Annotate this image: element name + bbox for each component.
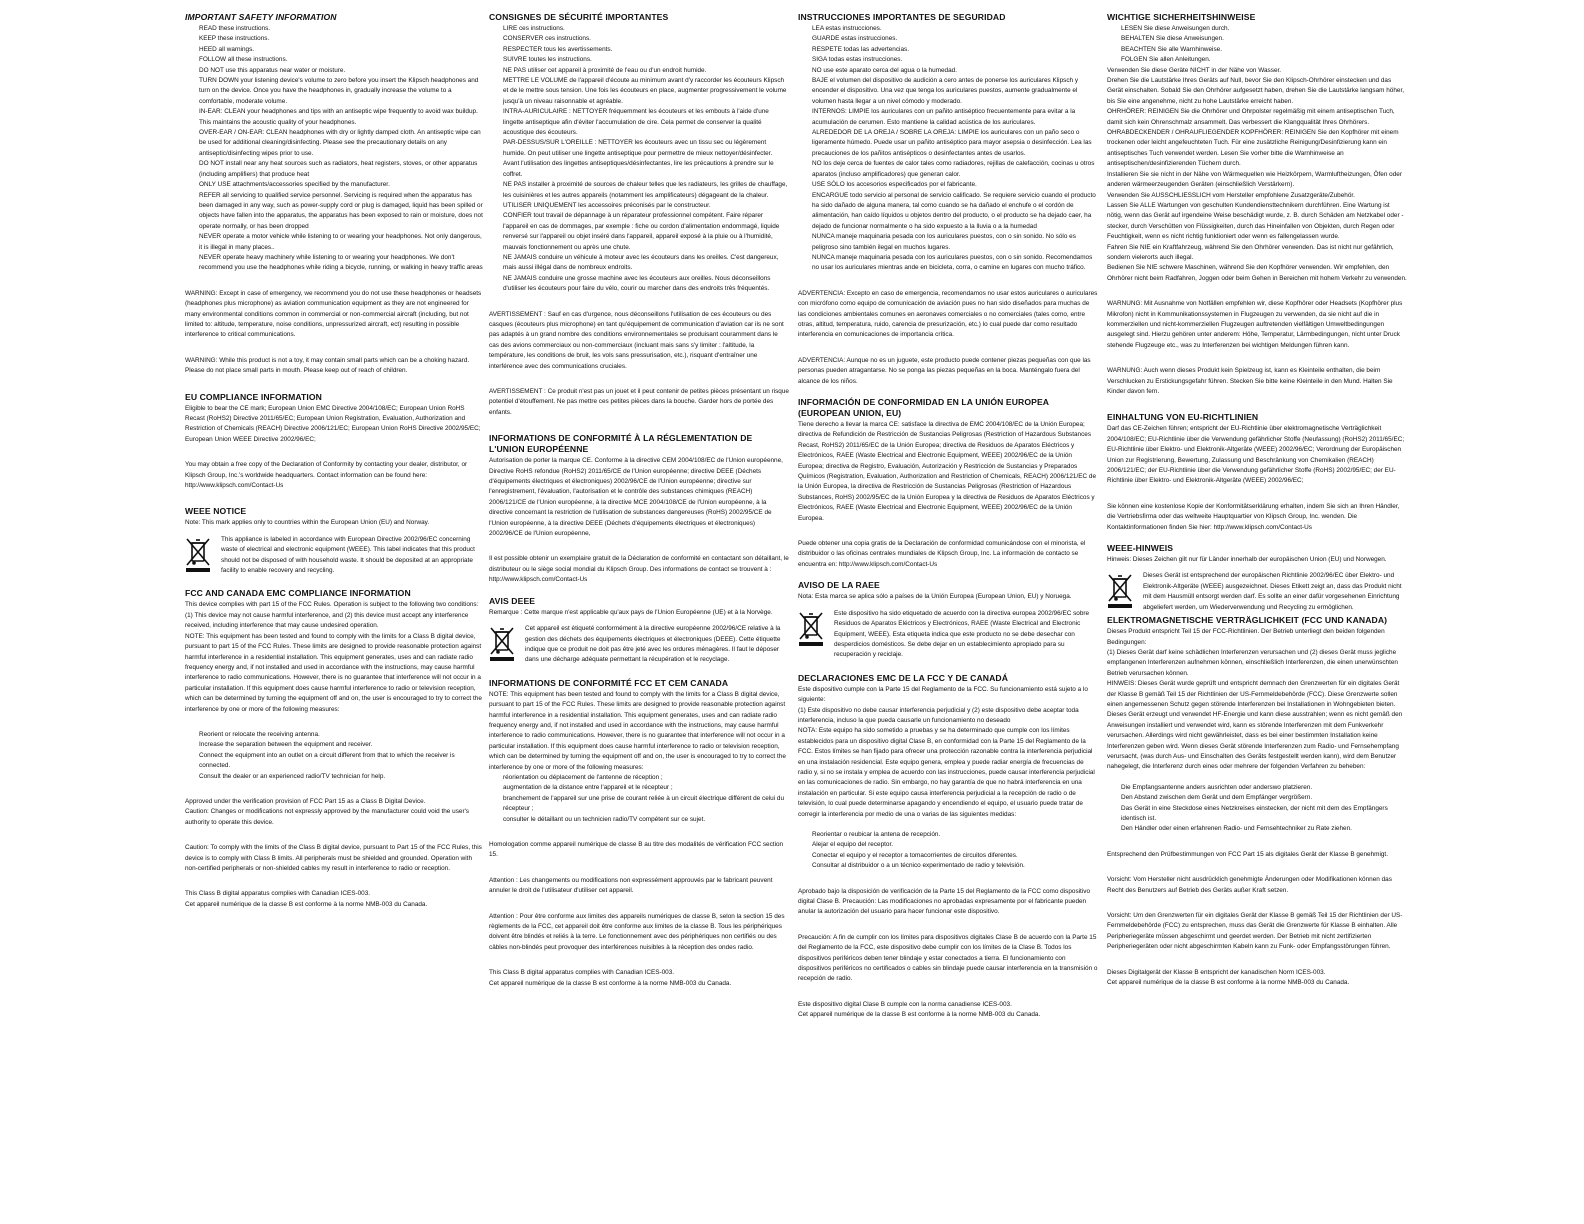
- safety-item: LIRE ces instructions.: [503, 25, 565, 32]
- fcc-conditions: (1) This device may not cause harmful interference, and (2) this device must accept any interference received, including interference that may cause undesired operation.: [185, 611, 469, 630]
- fcc-conditions: (1) Este dispositivo no debe causar interferencia perjudicial y (2) este dispositivo debe aceptar toda interferencia, incluso la que pueda causarle un funcionamiento no deseado: [798, 706, 1079, 724]
- safety-item: OHRHÖRER: REINIGEN Sie die Ohrhörer und Ohrpolster regelmäßig mit einem antiseptischen Tuch, damit sich kein Ohrenschmalz ansammelt. Das verbessert die Klangqualität Ihres Ohrhörers.: [1107, 108, 1395, 126]
- safety-item: BEHALTEN Sie diese Anweisungen.: [1121, 35, 1224, 43]
- crossed-bin-icon: [185, 537, 211, 573]
- fcc-caution-modifications: Attention : Les changements ou modifications non expressément approuvés par le fabricant peuvent annuler le droit de l'utilisateur d'utiliser cet appareil.: [489, 876, 773, 895]
- weee-text: Este dispositivo ha sido etiquetado de acuerdo con la directiva europea 2002/96/EC sobre Residuos de Aparatos Eléctricos y Electrónicos, RAEE (Waste Electrical and Electronic Equipment, WEEE). Esta etiqueta indica que este producto no se debe desechar con desperdicios domésticos. Se debe dejar en un establecimiento apropiado para su recuperación y reciclaje.: [834, 609, 1090, 659]
- safety-item: METTRE LE VOLUME de l'appareil d'écoute au minimum avant d'y raccorder les écouteurs Klipsch et de le mettre sous tension. Une fois les écouteurs en place, augmenter progressivement le volume jusqu'à un niveau raisonnable et agréable.: [503, 77, 787, 105]
- weee-block: [489, 624, 789, 666]
- safety-item: NUNCA maneje maquinaria pesada con los auriculares puestos, con o sin sonido. Recomendamos no usar los auriculares mientras ande en bicicleta, corra, o camine en lugares con mucho tráfico.: [812, 253, 1093, 272]
- choking-warning: WARNING: While this product is not a toy, it may contain small parts which can be a choking hazard. Please do not place small parts in mouth. Please keep out of reach of children.: [185, 356, 470, 375]
- safety-item: RESPECTER tous les avertissements.: [503, 45, 613, 53]
- heading-weee: AVIS DEEE: [489, 595, 536, 606]
- weee-block: [185, 535, 485, 577]
- choking-warning: ADVERTENCIA: Aunque no es un juguete, este producto puede contener piezas pequeñas con que las personas pueden atragantarse. No se ponga las piezas pequeñas en la boca. Manténgalo fuera del alcance de los niños.: [798, 356, 1091, 385]
- heading-fcc: INFORMATIONS DE CONFORMITÉ FCC ET CEM CANADA: [489, 677, 729, 688]
- crossed-bin-icon: [1107, 573, 1133, 609]
- fcc-measure: Reorientar o reubicar la antena de recepción.: [812, 831, 941, 838]
- safety-item: NEVER operate a motor vehicle while listening to or wearing your headphones. Not only dangerous, it is illegal in many places..: [199, 233, 482, 251]
- safety-item: UTILISER UNIQUEMENT les accessoires préconisés par le constructeur.: [503, 201, 711, 209]
- heading-eu-compliance: EU COMPLIANCE INFORMATION: [185, 391, 322, 402]
- fcc-caution-modifications: Vorsicht: Vom Hersteller nicht ausdrücklich genehmigte Änderungen oder Modifikationen können das Recht des Benutzers auf Betrieb des Geräts außer Kraft setzen.: [1107, 876, 1392, 894]
- weee-note: Remarque : Cette marque n'est applicable qu'aux pays de l'Union Européenne (UE) et à la Norvège.: [489, 608, 773, 616]
- heading-eu-compliance: EINHALTUNG VON EU-RICHTLINIEN: [1107, 412, 1259, 423]
- safety-item: Installieren Sie sie nicht in der Nähe von Wärmequellen wie Heizkörpern, Warmluftheizungen, Öfen oder anderen wärmeerzeugenden Geräten (einschließlich Verstärkern).: [1107, 170, 1402, 189]
- aviation-warning: AVERTISSEMENT : Sauf en cas d'urgence, nous déconseillons l'utilisation de ces écouteurs ou des casques (écouteurs plus microphone) en tant qu'équipement de communication d'aviation car ils ne sont pas adaptés à un grand nombre des conditions environnementales se produisant couramment dans le cas des avions commerciaux ou non-commerciaux (incluant mais sans s'y limiter : l'altitude, la température, les conditions de bruit, les vols sans pressurisation, etc.), risquant d'entraîner une interférence avec des communications cruciales.: [489, 310, 784, 370]
- safety-item: NUNCA maneje maquinaria pesada con los auriculares puestos, con o sin sonido. No sólo es peligroso sino también ilegal en muchos lugares.: [812, 233, 1076, 251]
- fcc-caution-limits: Precaución: A fin de cumplir con los límites para dispositivos digitales Clase B de acuerdo con la Parte 15 del Reglamento de la FCC, este dispositivo debe cumplir con los límites de la Clase B. Todos los dispositivos periféricos deben tener blindaje y estar conectados a tierra. El funcionamiento con dispositivos periféricos no certificados o cables sin blindaje puede causar interferencia en la transmisión o recepción de radio.: [798, 933, 1098, 983]
- heading-weee: AVISO DE LA RAEE: [798, 580, 880, 591]
- safety-item: KEEP these instructions.: [199, 35, 270, 43]
- heading-safety: CONSIGNES DE SÉCURITÉ IMPORTANTES: [489, 12, 669, 22]
- declaration-of-conformity: Sie können eine kostenlose Kopie der Konformitätserklärung erhalten, indem Sie sich an Ihren Händler, die Vertriebsfirma oder das weltweite Hauptquartier von Klipsch Group, Inc. wenden. Die Kontaktinformationen finden Sie hier: http://www.klipsch.com/Contact-Us: [1107, 502, 1400, 531]
- safety-item: INTERNOS: LIMPIE los auriculares con un pañito antiséptico frecuentemente para evitar a la acumulación de cerumen. Esto mantiene la calidad acústica de los auriculares.: [812, 108, 1076, 126]
- safety-item: SIGA todas estas instrucciones.: [812, 56, 903, 64]
- safety-item: CONSERVER ces instructions.: [503, 35, 591, 43]
- fcc-measure: Connect the equipment into an outlet on a circuit different from that to which the receiver is connected.: [199, 751, 455, 770]
- safety-item: READ these instructions.: [199, 25, 271, 32]
- fcc-measure: réorientation ou déplacement de l'antenne de réception ;: [503, 773, 663, 781]
- heading-safety: IMPORTANT SAFETY INFORMATION: [185, 12, 337, 22]
- fcc-conditions: (1) Dieses Gerät darf keine schädlichen Interferenzen verursachen und (2) dieses Gerät muss jegliche empfangenen Interferenzen aufnehmen können, einschließlich Interferenzen, die einen unerwünschten Betrieb verursachen können.: [1107, 648, 1398, 677]
- fcc-note: NOTE: This equipment has been tested and found to comply with the limits for a Class B digital device, pursuant to part 15 of the FCC Rules. These limits are designed to provide reasonable protection against harmful interference in a residential installation. This equipment generates, uses and can radiate radio frequency energy and, if not installed and used in accordance with the instructions, may cause harmful interference to radio communications. However, there is no guarantee that interference will not occur in a particular installation. If this equipment does cause harmful interference to radio or television reception, which can be determined by turning the equipment off and on, the user is encouraged to try to correct the interference by one or more of the following measures:: [489, 690, 786, 771]
- ices-statement: This Class B digital apparatus complies with Canadian ICES-003.: [185, 890, 371, 898]
- heading-fcc: ELEKTROMAGNETISCHE VERTRÄGLICHKEIT (FCC UND KANADA): [1107, 615, 1388, 626]
- safety-item: Lassen Sie ALLE Wartungen von geschulten Kundendiensttechnikern durchführen. Eine Wartung ist nötig, wenn das Gerät auf irgendeine Weise beschädigt wurde, z. B. durch Schäden am Netzkabel oder -stecker, durch Verschütten von Flüssigkeiten, durch das Hineinfallen von Objekten, durch Regen oder Feuchtigkeit, wenn es nicht richtig funktioniert oder wenn es fallengelassen wurde.: [1107, 201, 1404, 241]
- safety-list: [185, 24, 485, 274]
- fcc-measure: Consultar al distribuidor o a un técnico experimentado de radio y televisión.: [812, 862, 1025, 870]
- fcc-measure: Increase the separation between the equipment and receiver.: [199, 741, 373, 749]
- safety-item: DO NOT use this apparatus near water or moisture.: [199, 66, 346, 74]
- fcc-caution-limits: Vorsicht: Um den Grenzwerten für ein digitales Gerät der Klasse B gemäß Teil 15 der Richtlinien der US-Fernmeldebehörde (FCC) zu entsprechen, muss das Gerät die Grenzwerte für Klasse B einhalten. Alle Peripheriegeräte müssen abgeschirmt und geerdet werden. Der Betrieb mit nicht zertifizierten Peripheriegeräten oder nicht abgeschirmten Kabeln kann zu Funk- oder Empfangsstörungen führen.: [1107, 912, 1403, 951]
- fcc-measure: consulter le détaillant ou un technicien radio/TV compétent sur ce sujet.: [503, 815, 706, 823]
- aviation-warning: ADVERTENCIA: Excepto en caso de emergencia, recomendamos no usar estos auriculares o auriculares con micrófono como equipo de comunicación de aviación pues no han sido diseñados para muchas de las condiciones ambientales comunes en aeronaves comerciales o no comerciales (tales como, entre otras, altitud, temperatura, ruido, carencia de presurización, etc.) lo cual puede dar como resultado interferencia en comunicaciones de importancia crítica.: [798, 289, 1098, 339]
- safety-item: NO los deje cerca de fuentes de calor tales como radiadores, rejillas de calefacción, cocinas u otros aparatos (incluso amplificadores) que generan calor.: [812, 160, 1095, 178]
- eu-directives: Autorisation de porter la marque CE. Conforme à la directive CEM 2004/108/EC de l'Union européenne, Directive RoHS refondue (RoHS2) 2011/65/CE de l'Union européenne; directive DEEE (Déchets d'équipements électriques et électroniques) 2002/96/CE de l'Union européenne; directive sur l'enregistrement, l'évaluation, l'autorisation et le contrôle des substances chimiques (REACH) 2006/121/CE de l'Union européenne, à la directive MCE 2004/108/CE de l'Union européenne, à la directive concernant la restriction de l'utilisation de substances dangereuses (RoHS) 2002/95/CE de l'Union européenne, à la directive DEEE (Déchets d'équipements électriques et électroniques) 2002/96/CE de l'Union européenne,: [489, 457, 783, 538]
- safety-item: OVER-EAR / ON-EAR: CLEAN headphones with dry or lightly damped cloth. An antiseptic wipe can be used for additional cleaning/disinfecting. Please see the precautionary details on any antiseptic/disinfecting wipes prior to use.: [199, 129, 481, 157]
- ices-statement: Dieses Digitalgerät der Klasse B entspricht der kanadischen Norm ICES-003.: [1107, 968, 1326, 976]
- choking-warning: AVERTISSEMENT : Ce produit n'est pas un jouet et il peut contenir de petites pièces présentant un risque potentiel d'étouffement. Ne pas mettre ces petites pièces dans la bouche. Garder hors de portée des enfants.: [489, 388, 789, 416]
- fcc-caution-limits: Attention : Pour être conforme aux limites des appareils numériques de classe B, selon la section 15 des règlements de la FCC, cet appareil doit être conforme aux limites de la classe B. Tous les périphériques doivent être blindés et reliés à la terre. Le fonctionnement avec des périphériques non certifiés ou des câbles non-blindés peut provoquer des interférences nuisibles à la réception des ondes radio.: [489, 912, 785, 951]
- fcc-intro: This device complies with part 15 of the FCC Rules. Operation is subject to the following two conditions:: [185, 601, 479, 609]
- safety-item: ONLY USE attachments/accessories specified by the manufacturer.: [199, 181, 390, 189]
- safety-item: REFER all servicing to qualified service personnel. Servicing is required when the apparatus has been damaged in any way, such as power-supply cord or plug is damaged, liquid has been spilled or objects have fallen into the apparatus, the apparatus has been exposed to rain or moisture, does not operate normally, or has been dropped: [199, 191, 483, 230]
- safety-item: SUIVRE toutes les instructions.: [503, 56, 592, 64]
- heading-fcc: DECLARACIONES EMC DE LA FCC Y DE CANADÁ: [798, 672, 1009, 683]
- fcc-measure: Die Empfangsantenne anders ausrichten oder anderswo platzieren.: [1121, 783, 1313, 791]
- safety-item: Fahren Sie NIE ein Kraftfahrzeug, während Sie den Ohrhörer verwenden. Das ist nicht nur gefährlich, sondern vielerorts auch illegal.: [1107, 243, 1394, 261]
- safety-item: NE PAS utiliser cet appareil à proximité de l'eau ou d'un endroit humide.: [503, 66, 707, 74]
- weee-text: This appliance is labeled in accordance with European Directive 2002/96/EC concerning waste of electrical and electronic equipment (WEEE). This label indicates that this product should not be disposed of with household waste. It should be deposited at an appropriate facility to enable recovery and recycling.: [221, 535, 475, 575]
- safety-item: BEACHTEN Sie alle Warnhinweise.: [1121, 45, 1222, 53]
- declaration-of-conformity: Puede obtener una copia gratis de la Declaración de conformidad comunicándose con el minorista, el distribuidor o las oficinas centrales mundiales de Klipsch Group, Inc. La información de contacto se encuentra en: http://www.klipsch.com/Contact-Us: [798, 540, 1086, 568]
- fcc-caution-limits: Caution: To comply with the limits of the Class B digital device, pursuant to Part 15 of the FCC Rules, this device is to comply with Class B limits. All peripherals must be shielded and grounded. Operation with non-certified peripherals or non-shielded cables my result in interference to radio or reception.: [185, 844, 482, 872]
- safety-item: Drehen Sie die Lautstärke Ihres Geräts auf Null, bevor Sie den Klipsch-Ohrhörer einstecken und das Gerät einschalten. Sobald Sie den Ohrhörer aufgesetzt haben, drehen Sie die Lautstärke langsam höher, bis Sie eine angenehme, nicht zu hohe Lautstärke erreicht haben.: [1107, 77, 1405, 105]
- safety-item: ENCARGUE todo servicio al personal de servicio calificado. Se requiere servicio cuando el producto ha sido dañado de alguna manera, tal como cuando se ha dañado el enchufe o el cordón de alimentación, han caído líquidos u objetos dentro del producto, o el producto se ha dejado caer, ha dejado de funcionar normalmente o ha sido expuesto a la lluvia o a la humedad: [812, 191, 1096, 230]
- weee-text: Cet appareil est étiqueté conformément à la directive européenne 2002/96/CE relative à la gestion des déchets des équipements électriques et électroniques (DEEE). Cette étiquette indique que ce produit ne doit pas être jeté avec les ordures ménagères. Il faut le déposer dans une décharge adéquate permettant la récupération et le recyclage.: [525, 625, 781, 664]
- fcc-measures-list: [798, 830, 1098, 872]
- eu-directives: Eligible to bear the CE mark; European Union EMC Directive 2004/108/EC; European Union RoHS Recast (RoHS2) Directive 2011/65/EC; European Union Registration, Evaluation, Authorization and Restriction of Chemicals (REACH) Directive 2006/121/EC; European Union RoHS Directive 2002/95/EC; European Union WEEE Directive 2002/96/EC;: [185, 404, 481, 443]
- heading-weee: WEEE-HINWEIS: [1107, 543, 1174, 554]
- fcc-measures-list: [1107, 783, 1407, 835]
- safety-item: BAJE el volumen del dispositivo de audición a cero antes de ponerse los auriculares Klipsch y encender el dispositivo. Una vez que tenga los auriculares puestos, aumente gradualmente el volumen hasta llegar a un nivel cómodo y moderado.: [812, 77, 1079, 105]
- weee-block: [798, 609, 1098, 661]
- column-english: [185, 12, 485, 910]
- safety-item: NE JAMAIS conduire une grosse machine avec les écouteurs aux oreilles. Nous déconseillons d'utiliser les écouteurs pour faire du vélo, courir ou marcher dans des endroits très fréquentés.: [503, 274, 771, 293]
- fcc-approval: Approved under the verification provision of FCC Part 15 as a Class B Digital Device.: [185, 797, 426, 805]
- fcc-approval: Entsprechend den Prüfbestimmungen von FCC Part 15 als digitales Gerät der Klasse B genehmigt.: [1107, 850, 1388, 858]
- safety-item: CONFIER tout travail de dépannage à un réparateur professionnel compétent. Faire réparer l'appareil en cas de dommages, par exemple : fiche ou cordon d'alimentation endommagé, liquide renversé sur l'appareil ou objet inséré dans l'appareil, appareil exposé à la pluie ou à l'humidité, mauvais fonctionnement ou après une chute.: [503, 212, 780, 251]
- weee-note: Note: This mark applies only to countries within the European Union (EU) and Norway.: [185, 519, 430, 527]
- fcc-measure: Den Abstand zwischen dem Gerät und dem Empfänger vergrößern.: [1121, 794, 1313, 802]
- fcc-note: HINWEIS: Dieses Gerät wurde geprüft und entspricht demnach den Grenzwerten für ein digitales Gerät der Klasse B gemäß Teil 15 der Richtlinien der US-Fernmeldebehörde (FCC). Diese Grenzwerte sollen einen angemessenen Schutz gegen störende Interferenzen bei Installationen in Wohngebieten bieten. Dieses Gerät erzeugt und verwendet HF-Energie und kann diese ausstrahlen; wenn es nicht gemäß den Anweisungen installiert und verwendet wird, kann es störende Interferenzen mit dem Funkverkehr verursachen. Allerdings wird nicht gewährleistet, dass es bei einer bestimmten Installation keine Interferenzen geben wird. Wenn dieses Gerät störende Interferenzen zum Radio- und Fernsehempfang verursacht, (was durch Aus- und Einschalten des Geräts festgestellt werden kann), wird dem Benutzer nahegelegt, die Interferenz durch eines oder mehrere der folgenden Verfahren zu beheben:: [1107, 680, 1403, 771]
- heading-weee: WEEE NOTICE: [185, 506, 247, 517]
- nmb-statement: Cet appareil numérique de la classe B est conforme à la norme NMB-003 du Canada.: [489, 979, 732, 987]
- column-french: [489, 12, 789, 989]
- fcc-approval-caution: Aprobado bajo la disposición de verificación de la Parte 15 del Reglamento de la FCC como dispositivo digital Clase B. Precaución: Las modificaciones no aprobadas expresamente por el fabricante pueden anular la autorización del usuario para hacer funcionar este dispositivo.: [798, 887, 1091, 916]
- safety-item: FOLLOW all these instructions.: [199, 56, 288, 64]
- safety-item: OHRABDECKENDER / OHRAUFLIEGENDER KOPFHÖRER: REINIGEN Sie den Kopfhörer mit einem trockenen oder leicht angefeuchteten Tuch. Für eine zusätzliche Reinigung/Desinfizierung kann ein antiseptisches Tuch verwendet werden. Lesen Sie vorher bitte die Warnhinweise an antiseptischen/desinfizierenden Tüchern durch.: [1107, 129, 1399, 168]
- fcc-measures-list: [489, 773, 789, 825]
- safety-item: RESPETE todas las advertencias.: [812, 45, 909, 53]
- fcc-approval: Homologation comme appareil numérique de classe B au titre des modalités de vérification FCC section 15.: [489, 841, 784, 859]
- safety-item: Bedienen Sie NIE schwere Maschinen, während Sie den Kopfhörer verwenden. Wir empfehlen, den Ohrhörer nicht beim Radfahren, Joggen oder beim Gehen in Bereichen mit hohem Verkehr zu verwenden.: [1107, 264, 1407, 282]
- safety-item: NEVER operate heavy machinery while listening to or wearing your headphones. We don't recommend you use the headphones while riding a bicycle, running, or walking in heavy traffic areas: [199, 253, 483, 272]
- aviation-warning: WARNING: Except in case of emergency, we recommend you do not use these headphones or headsets (headphones plus microphone) as aviation communication equipment as they are not engineered for many environmental conditions common in commercial or non-commercial aircraft (including, but not limited to: altitude, temperature, noise conditions, unpressurized aircraft, ect) resulting in possible interference to critical communications.: [185, 289, 482, 339]
- safety-item: USE SÓLO los accesorios especificados por el fabricante.: [812, 181, 977, 189]
- fcc-measure: Den Händler oder einen erfahrenen Radio- und Fernsehtechniker zu Rate ziehen.: [1121, 825, 1352, 833]
- safety-item: HEED all warnings.: [199, 45, 255, 53]
- safety-item: NE PAS installer à proximité de sources de chaleur telles que les radiateurs, les grilles de chauffage, les cuisinières et les autres appareils (notamment les amplificateurs) dégageant de la chaleur.: [503, 181, 788, 199]
- nmb-statement: Cet appareil numérique de la classe B est conforme à la norme NMB-003 du Canada.: [185, 900, 428, 908]
- declaration-of-conformity: Il est possible obtenir un exemplaire gratuit de la Déclaration de conformité en contactant son détaillant, le distributeur ou le siège social mondial du Klipsch Group. Des informations de contact se trouvent à : http://www.klipsch.com/Contact-Us: [489, 555, 789, 584]
- safety-item: FOLGEN Sie allen Anleitungen.: [1121, 56, 1211, 64]
- choking-warning: WARNUNG: Auch wenn dieses Produkt kein Spielzeug ist, kann es Kleinteile enthalten, die beim Verschlucken zu Erstickungsgefahr führen. Stecken Sie bitte keine Kleinteile in den Mund. Halten Sie Kinder davon fern.: [1107, 367, 1393, 395]
- fcc-measure: Alejar el equipo del receptor.: [812, 841, 893, 849]
- column-spanish: [798, 12, 1098, 1021]
- fcc-note: NOTA: Este equipo ha sido sometido a pruebas y se ha determinado que cumple con los límites establecidos para un dispositivo digital Clase B, en conformidad con la Parte 15 del Reglamento de la FCC. Estos límites se han fijado para ofrecer una protección razonable contra la interferencia perjudicial en una instalación residencial. Este equipo genera, emplea y puede radiar energía de frecuencias de radio y, si no se instala y emplea de acuerdo con las instrucciones, puede causar interferencia perjudicial en las comunicaciones de radio. Sin embargo, no hay garantía de que no habrá interferencia en una instalación en particular. Si este equipo causa interferencia perjudicial a la recepción de radio o de televisión, lo cual puede determinarse apagando y encendiendo el equipo, el usuario puede tratar de corregir la interferencia por medio de una o varias de las siguientes medidas:: [798, 727, 1095, 818]
- safety-list: [1107, 24, 1407, 66]
- fcc-measure: Conectar el equipo y el receptor a tomacorrientes de circuitos diferentes.: [812, 851, 1018, 859]
- heading-safety: INSTRUCCIONES IMPORTANTES DE SEGURIDAD: [798, 12, 1006, 22]
- fcc-measure: Consult the dealer or an experienced radio/TV technician for help.: [199, 772, 386, 780]
- safety-item: Verwenden Sie AUSSCHLIESSLICH vom Hersteller empfohlene Zusatzgeräte/Zubehör.: [1107, 191, 1355, 199]
- crossed-bin-icon: [798, 611, 824, 647]
- safety-item: LESEN Sie diese Anweisungen durch.: [1121, 25, 1230, 32]
- safety-list-continued: [1107, 66, 1407, 285]
- safety-item: Verwenden Sie diese Geräte NICHT in der Nähe von Wasser.: [1107, 66, 1282, 74]
- safety-item: DO NOT install near any heat sources such as radiators, heat registers, stoves, or other apparatus (including amplifiers) that produce heat: [199, 160, 478, 178]
- fcc-measure: Das Gerät in eine Steckdose eines Netzkreises einstecken, der nicht mit dem des Empfängers identisch ist.: [1121, 804, 1388, 822]
- safety-item: NE JAMAIS conduire un véhicule à moteur avec les écouteurs dans les oreilles. C'est dangereux, mais aussi illégal dans de nombreux endroits.: [503, 253, 779, 272]
- safety-item: TURN DOWN your listening device's volume to zero before you insert the Klipsch headphones and turn on the device. Once you have the headphones in, gradually increase the volume to a comfortable, moderate volume.: [199, 77, 479, 105]
- weee-text: Dieses Gerät ist entsprechend der europäischen Richtlinie 2002/96/EC über Elektro- und Elektronik-Altgeräte (WEEE) ausgezeichnet. Dieses Etikett zeigt an, dass das Produkt nicht mit dem Hausmüll entsorgt werden darf. Es sollte an einer dafür vorgesehenen Einrichtung abgeliefert werden, um Wiederverwendung und Recycling zu ermöglichen.: [1143, 572, 1402, 611]
- safety-item: ALREDEDOR DE LA OREJA / SOBRE LA OREJA: LIMPIE los auriculares con un paño seco o ligeramente húmedo. Puede usar un pañito antiséptico para mayor asepsia o desinfección. Lea las precauciones de los pañitos antisépticos o desinfectantes antes de usarlos.: [812, 129, 1092, 157]
- fcc-measure: augmentation de la distance entre l'appareil et le récepteur ;: [503, 784, 673, 792]
- nmb-statement: Cet appareil numérique de la classe B est conforme à la norme NMB-003 du Canada.: [1107, 979, 1350, 987]
- safety-list: [489, 24, 789, 295]
- fcc-measures-list: [185, 730, 485, 782]
- column-german: [1107, 12, 1407, 988]
- declaration-of-conformity: You may obtain a free copy of the Declaration of Conformity by contacting your dealer, distributor, or Klipsch Group, Inc.'s worldwide headquarters. Contact information can be found here: http://www.klipsch.com/Contact-Us: [185, 461, 468, 490]
- crossed-bin-icon: [489, 626, 515, 662]
- weee-note: Nota: Esta marca se aplica sólo a países de la Unión Europea (European Union, EU) y Noruega.: [798, 593, 1072, 601]
- safety-item: GUARDE estas instrucciones.: [812, 35, 898, 43]
- fcc-intro: Dieses Produkt entspricht Teil 15 der FCC-Richtlinien. Der Betrieb unterliegt den beiden folgenden Bedingungen:: [1107, 628, 1385, 646]
- heading-fcc: FCC AND CANADA EMC COMPLIANCE INFORMATION: [185, 588, 411, 599]
- safety-list: [798, 24, 1098, 274]
- ices-statement: Este dispositivo digital Clase B cumple con la norma canadiense ICES-003.: [798, 1000, 1012, 1008]
- fcc-measure: branchement de l'appareil sur une prise de courant reliée à un circuit électrique différent de celui du récepteur ;: [503, 794, 785, 813]
- nmb-statement: Cet appareil numérique de la classe B est conforme à la norme NMB-003 du Canada.: [798, 1011, 1041, 1019]
- eu-directives: Darf das CE-Zeichen führen; entspricht der EU-Richtlinie über elektromagnetische Verträglichkeit 2004/108/EC; EU-Richtlinie über die Verwendung gefährlicher Stoffe (Neufassung) (RoHS2) 2011/65/EC; EU-Richtlinie über Elektro- und Elektronik-Altgeräte (WEEE) 2002/96/EC; Verordnung der Europäischen Union zur Registrierung, Bewertung, Zulassung und Beschränkung von Chemikalien (REACH) 2006/121/EC; der EU-Richtlinie über die Verwendung gefährlicher Stoffe (RoHS) 2002/95/EC; der EU-Richtlinie über Elektro- und Elektronik-Altgeräte (WEEE) 2002/96/EC;: [1107, 425, 1405, 485]
- fcc-measure: Reorient or relocate the receiving antenna.: [199, 730, 320, 738]
- eu-directives: Tiene derecho a llevar la marca CE: satisface la directiva de EMC 2004/108/EC de la Unión Europea; directiva de Refundición de Restricción de Sustancias Peligrosas (Restriction of Hazardous Substances Recast, RoHS2) 2011/65/EC de la Unión Europea; directiva de Residuos de Aparatos Eléctricos y Electrónicos, RAEE (Waste Electrical and Electronic Equipment, WEEE) 2002/96/EC de la Unión Europea; directiva de Registro, Evaluación, Autorización y Restricción de Sustancias y Preparados Químicos (Registration, Evaluation, Authorization and Restriction of Chemicals, REACH) 2006/121/EC de la Unión Europea, la directiva de Restricción de Sustancias Peligrosas (Restriction of Hazardous Substances, RoHS) 2002/95/EC de la Unión Europea y la directiva de Residuos de Aparatos Eléctricos y Electrónicos, RAEE (Waste Electrical and Electronic Equipment, WEEE) 2002/96/EC de la Unión Europea.: [798, 421, 1097, 522]
- fcc-note: NOTE: This equipment has been tested and found to comply with the limits for a Class B digital device, pursuant to part 15 of the FCC Rules. These limits are designed to provide reasonable protection against harmful interference in a residential installation. This equipment generates, uses and can radiate radio frequency energy and, if not installed and used in accordance with the instructions, may cause harmful interference to radio communications. However, there is no guarantee that interference will not occur in a particular installation. If this equipment does cause harmful interference to radio or television reception, which can be determined by turning the equipment off and on, the user is encouraged to try to correct the interference by one or more of the following measures:: [185, 632, 482, 713]
- aviation-warning: WARNUNG: Mit Ausnahme von Notfällen empfehlen wir, diese Kopfhörer oder Headsets (Kopfhörer plus Mikrofon) nicht in Kommunikationssystemen in Flugzeugen zu verwenden, da sie nicht auf die in kommerziellen und nicht-kommerziellen Flugzeugen auftretenden vielfältigen Umweltbedingungen ausgelegt sind. Hierzu gehören unter anderem: Höhe, Temperatur, Lärmbedingungen, nicht unter Druck stehende Flugzeuge etc., was zu Interferenzen bei wichtigen Meldungen führen kann.: [1107, 300, 1403, 349]
- safety-item: LEA estas instrucciones.: [812, 25, 882, 32]
- heading-eu-compliance: INFORMATIONS DE CONFORMITÉ À LA RÉGLEMENTATION DE L'UNION EUROPÉENNE: [489, 433, 753, 455]
- weee-block: [1107, 571, 1407, 613]
- safety-item: NO use este aparato cerca del agua o la humedad.: [812, 66, 957, 74]
- safety-item: PAR-DESSUS/SUR L'OREILLE : NETTOYER les écouteurs avec un tissu sec ou légèrement humide. On peut utiliser une lingette antiseptique pour permettre de mieux nettoyer/désinfecter. Avant l'utilisation des lingettes antiseptiques/désinfectantes, lire les précautions à prendre sur le coffret.: [503, 139, 774, 178]
- weee-note: Hinweis: Dieses Zeichen gilt nur für Länder innerhalb der europäischen Union (EU) und Norwegen.: [1107, 556, 1387, 564]
- safety-item: INTRA-AURICULAIRE : NETTOYER fréquemment les écouteurs et les embouts à l'aide d'une lingette antiseptique afin d'éviter l'accumulation de cire. Cela permet de conserver la qualité acoustique des écouteurs.: [503, 108, 769, 137]
- fcc-caution-modifications: Caution: Changes or modifications not expressly approved by the manufacturer could void the user's authority to operate this device.: [185, 808, 469, 826]
- ices-statement: This Class B digital apparatus complies with Canadian ICES-003.: [489, 969, 675, 977]
- heading-safety: WICHTIGE SICHERHEITSHINWEISE: [1107, 12, 1256, 22]
- fcc-intro: Este dispositivo cumple con la Parte 15 del Reglamento de la FCC. Su funcionamiento está sujeto a lo siguiente:: [798, 685, 1088, 704]
- safety-item: IN-EAR: CLEAN your headphones and tips with an antiseptic wipe frequently to avoid wax buildup. This maintains the acoustic quality of your headphones.: [199, 108, 478, 126]
- heading-eu-compliance: INFORMACIÓN DE CONFORMIDAD EN LA UNIÓN EUROPEA (EUROPEAN UNION, EU): [798, 397, 1049, 418]
